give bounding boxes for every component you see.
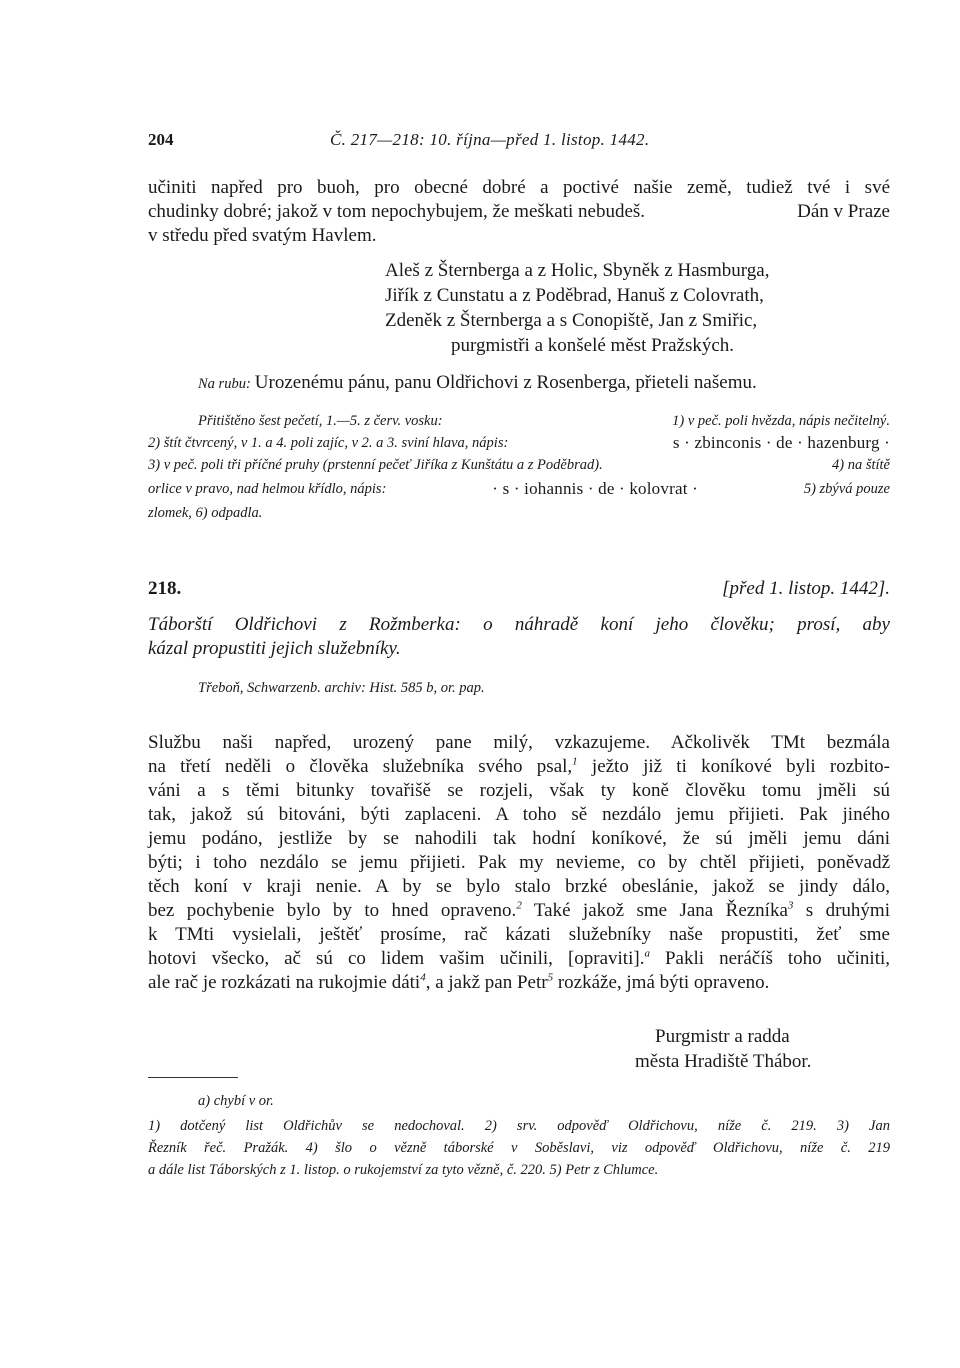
dating-place: Dán v Praze [797, 201, 890, 222]
body-line [148, 923, 890, 947]
footnote-marker: 1 [572, 755, 578, 768]
text-line [148, 200, 890, 224]
footnote-marker: 2 [516, 899, 522, 912]
note-line [148, 476, 890, 502]
document-number: 218. [148, 578, 182, 599]
body-segment: tak, jakož sú bitováni, býti zaplaceni. A toho sě nezdálo jemu přijieti. Pak jiného [148, 804, 890, 825]
footnote-marker: a [644, 947, 650, 960]
signature-line: Purgmistr a radda [655, 1026, 790, 1047]
note-line: zlomek, 6) odpadla. [148, 505, 263, 521]
body-segment: váni a s těmi bitunky tovařišě se rozjeli, však ty koně člověku tomu jměli sú [148, 780, 890, 801]
address-label: Na rubu: [198, 376, 251, 392]
footnote-marker: 5 [547, 971, 554, 984]
body-segment: na třetí neděli o člověka služebníka svého psal, [148, 756, 573, 777]
body-line [148, 899, 890, 923]
body-segment: Pakli neráčíš toho učiniti, [649, 948, 891, 969]
body-segment: rozkáže, jmá býti opraveno. [553, 972, 770, 993]
body-segment: těch koní v kraji nenie. A by se bylo stalo brzké obeslánie, jakož se jindy dálo, [148, 876, 890, 897]
note-line [198, 410, 890, 432]
signatory-line: purgmistři a konšelé měst Pražských. [451, 335, 735, 356]
regest-line: Táborští Oldřichovi z Rožmberka: o náhradě koní jeho člověku; prosí, aby [148, 614, 890, 635]
body-segment: s druhými [793, 900, 890, 921]
body-segment: , a jakž pan Petr [425, 972, 548, 993]
footnote-line: 1) dotčený list Oldřichův se nedochoval. 2) srv. odpověď Oldřichovu, níže č. 219. 3) Jan [148, 1118, 890, 1134]
signatory-line: Aleš z Šternberga a z Holic, Sbyněk z Hasmburga, [385, 260, 770, 281]
body-line [148, 803, 890, 827]
note-segment: 5) zbývá pouze [803, 481, 890, 497]
body-line [148, 779, 890, 803]
text-line: učiniti napřed pro buoh, pro obecné dobré a poctivé našie země, tudiež tvé i své [148, 177, 890, 198]
document-date: [před 1. listop. 1442]. [722, 578, 890, 599]
seal-inscription: s · zbinconis · de · hazenburg · [672, 433, 890, 452]
note-segment: Přitištěno šest pečetí, 1.—5. z červ. vosku: [198, 413, 443, 429]
footnote-marker: 4 [420, 971, 426, 984]
signatory-line: Zdeněk z Šternberga a s Conopiště, Jan z Smiřic, [385, 310, 758, 331]
footnote-line: a dále list Táborských z 1. listop. o rukojemství za tyto vězně, č. 220. 5) Petr z Chlumce. [148, 1162, 659, 1178]
address-text: Urozenému pánu, panu Oldřichovi z Rosenberga, přieteli našemu. [254, 372, 757, 393]
note-segment: orlice v pravo, nad helmou křídlo, nápis: [148, 481, 387, 497]
running-title: Č. 217—218: 10. října—před 1. listop. 1442. [330, 130, 650, 149]
body-segment: ale rač je rozkázati na rukojmie dáti [148, 972, 421, 993]
body-segment: Službu naši napřed, urozený pane milý, vzkazujeme. Ačkolivěk TMt bezmála [148, 732, 890, 753]
note-segment: 3) v peč. poli tři příčné pruhy (prstenní pečeť Jiříka z Kunštátu a z Poděbrad). [148, 457, 603, 473]
regest-line: kázal propustiti jejich služebníky. [148, 638, 401, 659]
body-line [148, 947, 890, 971]
body-segment: k TMti vysielali, ještěť prosíme, rač kázati služebníky naše propustiti, žeť sme [148, 924, 890, 945]
letter-217-closing [148, 176, 890, 248]
footnote-a: a) chybí v or. [198, 1093, 274, 1109]
seal-description [148, 410, 890, 524]
body-line [148, 851, 890, 875]
signature-block [385, 1024, 811, 1074]
footnotes [148, 1115, 890, 1181]
text-line: v středu před svatým Havlem. [148, 225, 377, 246]
note-line [148, 454, 890, 476]
body-line [148, 827, 890, 851]
body-segment: býti; i toho nezdálo se jemu přijieti. Pak my nevieme, co by chtěl přijieti, poněvadž [148, 852, 890, 873]
letter-218-body [148, 731, 890, 995]
note-line [148, 432, 890, 454]
note-segment: 4) na štítě [832, 457, 890, 473]
body-segment: bez pochybenie bylo by to hned opraveno. [148, 900, 517, 921]
address-line [198, 372, 757, 395]
footnote-rule [148, 1077, 238, 1078]
body-line [148, 875, 890, 899]
note-segment: 1) v peč. poli hvězda, nápis nečitelný. [672, 413, 890, 429]
regest [148, 612, 890, 662]
signature-line: města Hradiště Thábor. [635, 1051, 812, 1072]
signatory-line: Jiřík z Cunstatu a z Poděbrad, Hanuš z Colovrath, [385, 285, 764, 306]
body-line [148, 971, 890, 995]
footnote-line: Řezník řeč. Pražák. 4) šlo o vězně táborské v Soběslavi, viz odpověď Oldřichovu, níže č. 219 [148, 1140, 890, 1156]
seal-inscription: · s · iohannis · de · kolovrat · [492, 479, 698, 498]
body-segment: jemu podáno, jestliže by se nahodili tak hodní koníkové, že sú jměli jemu dáni [148, 828, 890, 849]
body-segment: hotovi všecko, ač sú co lidem vašim učinili, [opraviti]. [148, 948, 645, 969]
footnote-marker: 3 [787, 899, 794, 912]
note-segment: 2) štít čtvrcený, v 1. a 4. poli zajíc, v 2. a 3. sviní hlava, nápis: [148, 435, 509, 451]
body-segment: ježto již ti koníkové byli rozbito- [577, 756, 891, 777]
body-segment: Také jakož sme Jana Řezníka [521, 900, 788, 921]
page-number: 204 [148, 130, 174, 149]
signatories [385, 258, 769, 358]
body-line [148, 731, 890, 755]
body-line [148, 755, 890, 779]
archive-reference: Třeboň, Schwarzenb. archiv: Hist. 585 b, or. pap. [198, 680, 485, 696]
text-segment: chudinky dobré; jakož v tom nepochybujem, že meškati nebudeš. [148, 201, 646, 222]
